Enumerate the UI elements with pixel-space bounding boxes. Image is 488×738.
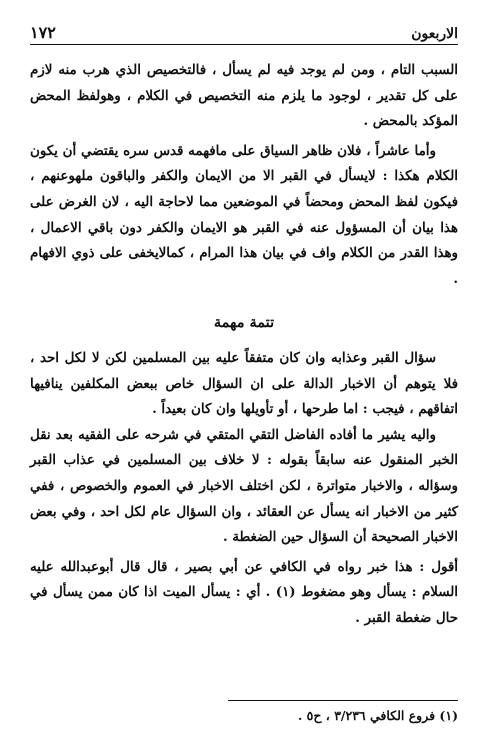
footnote: (١) فروع الكافي ٣/٢٣٦ ، ح٥ . <box>297 708 458 723</box>
footnote-rule <box>228 700 458 701</box>
running-title: الاربعون <box>411 26 458 42</box>
paragraph: سؤال القبر وعذابه وان كان متفقاً عليه بين المسلمين لكن لا لكل احد ، فلا يتوهم أن الاخبار الدالة على ان السؤال خاص ببعض المكلفين ينافيها اتفاقهم ، فيجب : اما طرحها ، أو تأويلها وان كان بعيداً . <box>30 349 458 418</box>
body-text <box>30 58 458 631</box>
paragraph: وأما عاشراً ، فلان ظاهر السياق على مافهمه قدس سره يقتضي أن يكون الكلام هكذا : لايسأل في القبر الا من الايمان والكفر والباقون ملهوعنهم ، فيكون لفظ المحض ومحضاً في الموضعين مما لاحاجة اليه ، لان الغرض على هذا بيان أن المسؤول عنه في القبر هو الايمان والكفر دون باقي الاعمال ، وهذا القدر من الكلام واف في بيان هذا المرام ، كمالايخفى على ذوي الافهام . <box>30 142 458 287</box>
page-number: ١٧٢ <box>30 23 56 42</box>
header-rule <box>30 44 458 45</box>
section-heading: تتمة مهمة <box>213 314 275 332</box>
paragraph: واليه يشير ما أفاده الفاضل التقي المتقي في شرحه على الفقيه بعد نقل الخبر المنقول عنه سابقاً بقوله : لا خلاف بين المسلمين في عذاب القبر وسؤاله ، والاخبار متواترة ، لكن اختلف الاخبار في العموم والخصوص ، ففي كثير من الاخبار انه يسأل عن العقائد ، وان السؤال عام لكل احد ، وفي بعض الاخبار الصحيحة أن السؤال حين الضغطة . <box>30 426 458 546</box>
page-header <box>30 14 458 42</box>
paragraph: أقول : هذا خبر رواه في الكافي عن أبي بصير ، قال قال أبوعبدالله عليه السلام : يسأل وهو مضغوط (١) . أي : يسأل الميت اذا كان ممن يسأل في حال ضغطة القبر . <box>30 558 458 626</box>
paragraph: السبب التام ، ومن لم يوجد فيه لم يسأل ، فالتخصيص الذي هرب منه لازم على كل تقدير ، لوجود ما يلزم منه التخصيص في الكلام ، وهولفظ المحض المؤكد بالمحض . <box>30 62 458 130</box>
